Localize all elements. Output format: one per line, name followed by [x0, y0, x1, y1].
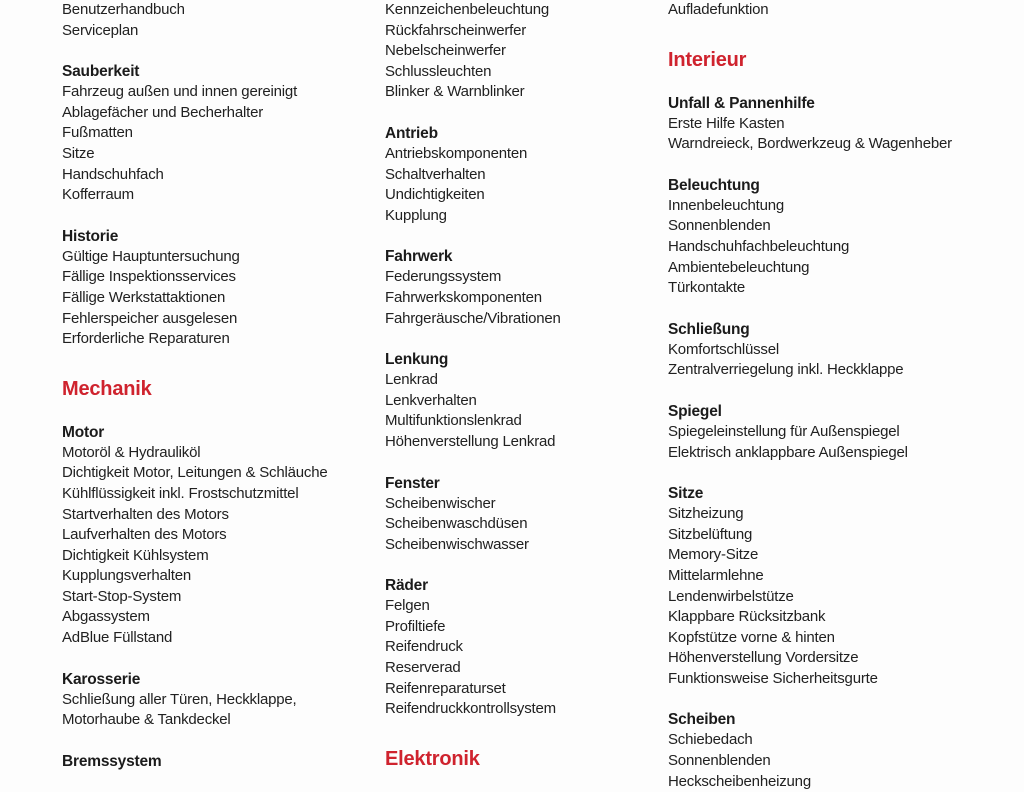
subsection-header: Lenkung: [385, 351, 449, 369]
checklist-item: Spiegeleinstellung für Außenspiegel: [668, 422, 900, 440]
subsection-header: Räder: [385, 577, 428, 595]
subsection-header: Bremssystem: [62, 752, 162, 770]
checklist-item: Reifendruck: [385, 638, 463, 656]
checklist-item: Sitzbelüftung: [668, 525, 753, 543]
category-header: Elektronik: [385, 747, 480, 770]
checklist-item: Abgassystem: [62, 608, 150, 626]
checklist-item: Innenbeleuchtung: [668, 196, 785, 214]
checklist-item: Memory-Sitze: [668, 546, 759, 564]
checklist-item: Ablagefächer und Becherhalter: [62, 103, 264, 121]
checklist-item: Ambientebeleuchtung: [668, 258, 810, 276]
column-left: [62, 0, 372, 772]
checklist-item: Felgen: [385, 597, 430, 615]
checklist-item: Funktionsweise Sicherheitsgurte: [668, 669, 878, 687]
subsection-header: Scheiben: [668, 711, 736, 729]
subsection-header: Fahrwerk: [385, 248, 453, 266]
subsection-header: Historie: [62, 227, 119, 245]
checklist-item: Höhenverstellung Vordersitze: [668, 649, 859, 667]
checklist-item: Dichtigkeit Kühlsystem: [62, 546, 209, 564]
checklist-item: Höhenverstellung Lenkrad: [385, 432, 556, 450]
subsection-header: Spiegel: [668, 402, 722, 420]
checklist-item: Heckscheibenheizung: [668, 772, 811, 790]
checklist-item: Reifenreparaturset: [385, 679, 506, 697]
subsection-header: Sauberkeit: [62, 63, 140, 81]
checklist-item: Fehlerspeicher ausgelesen: [62, 309, 238, 327]
checklist-item: Klappbare Rücksitzbank: [668, 608, 826, 626]
checklist-item: Erforderliche Reparaturen: [62, 330, 230, 348]
checklist-item: Fahrzeug außen und innen gereinigt: [62, 83, 298, 101]
subsection-header: Sitze: [668, 485, 704, 503]
checklist-item: Fahrgeräusche/Vibrationen: [385, 309, 561, 327]
checklist-item: Fällige Werkstattaktionen: [62, 288, 226, 306]
checklist-item: Scheibenwischer: [385, 494, 496, 512]
checklist-item: Reserverad: [385, 659, 461, 677]
checklist-item: Federungssystem: [385, 268, 502, 286]
checklist-item: Warndreieck, Bordwerkzeug & Wagenheber: [668, 135, 952, 153]
checklist-item: Lenkrad: [385, 371, 438, 389]
checklist-item: Sitze: [62, 144, 95, 162]
checklist-item: Startverhalten des Motors: [62, 505, 229, 523]
subsection-header: Beleuchtung: [668, 176, 760, 194]
checklist-item: Lendenwirbelstütze: [668, 587, 794, 605]
checklist-item: Fahrwerkskomponenten: [385, 288, 542, 306]
checklist-item: Multifunktionslenkrad: [385, 412, 522, 430]
checklist-item: Schaltverhalten: [385, 165, 486, 183]
checklist-item: Blinker & Warnblinker: [385, 83, 525, 101]
checklist-item: Kupplung: [385, 206, 447, 224]
category-header: Mechanik: [62, 377, 152, 400]
checklist-item: Rückfahrscheinwerfer: [385, 21, 527, 39]
checklist-item: Zentralverriegelung inkl. Heckklappe: [668, 361, 904, 379]
checklist-item: Aufladefunktion: [668, 1, 769, 18]
checklist-item: Motoröl & Hydrauliköl: [62, 443, 201, 461]
subsection-header: Karosserie: [62, 670, 141, 688]
checklist-item: Kennzeichenbeleuchtung: [385, 1, 550, 18]
checklist-item: Nebelscheinwerfer: [385, 42, 506, 60]
checklist-item: Profiltiefe: [385, 617, 446, 635]
checklist-item: Schiebedach: [668, 731, 753, 749]
checklist-item: Schließung aller Türen, Heckklappe,: [62, 690, 297, 708]
checklist-item: Reifendruckkontrollsystem: [385, 700, 556, 718]
checklist-item: Scheibenwischwasser: [385, 535, 529, 553]
subsection-header: Unfall & Pannenhilfe: [668, 94, 815, 112]
subsection-header: Antrieb: [385, 124, 438, 142]
column-middle: [385, 0, 670, 784]
checklist-item: Gültige Hauptuntersuchung: [62, 247, 240, 265]
subsection-header: Fenster: [385, 474, 440, 492]
checklist-item: Kopfstütze vorne & hinten: [668, 628, 835, 646]
category-header: Interieur: [668, 48, 747, 71]
subsection-header: Schließung: [668, 320, 750, 338]
checklist-item: Mittelarmlehne: [668, 566, 764, 584]
checklist-item: AdBlue Füllstand: [62, 629, 173, 647]
checklist-item: Schlussleuchten: [385, 62, 492, 80]
checklist-item: Elektrisch anklappbare Außenspiegel: [668, 443, 908, 461]
checklist-item: Fußmatten: [62, 124, 133, 142]
checklist-item: Handschuhfach: [62, 165, 164, 183]
column-right: [668, 0, 983, 792]
subsection-header: Motor: [62, 423, 105, 441]
checklist-item: Lenkverhalten: [385, 391, 477, 409]
checklist-item: Komfortschlüssel: [668, 340, 780, 358]
checklist-item: Handschuhfachbeleuchtung: [668, 237, 850, 255]
checklist-item: Start-Stop-System: [62, 587, 182, 605]
checklist-item: Kühlflüssigkeit inkl. Frostschutzmittel: [62, 484, 299, 502]
checklist-item: Sitzheizung: [668, 505, 744, 523]
checklist-item: Benutzerhandbuch: [62, 1, 185, 18]
checklist-item: Laufverhalten des Motors: [62, 526, 227, 544]
checklist-item: Dichtigkeit Motor, Leitungen & Schläuche: [62, 464, 328, 482]
checklist-item: Kofferraum: [62, 186, 134, 204]
checklist-item: Sonnenblenden: [668, 217, 771, 235]
checklist-item: Serviceplan: [62, 21, 139, 39]
checklist-item: Motorhaube & Tankdeckel: [62, 711, 231, 729]
checklist-item: Sonnenblenden: [668, 752, 771, 770]
checklist-item: Antriebskomponenten: [385, 144, 528, 162]
checklist-item: Undichtigkeiten: [385, 186, 485, 204]
checklist-item: Kupplungsverhalten: [62, 567, 191, 585]
checklist-item: Erste Hilfe Kasten: [668, 114, 785, 132]
checklist-item: Türkontakte: [668, 279, 746, 297]
checklist-item: Scheibenwaschdüsen: [385, 515, 528, 533]
checklist-item: Fällige Inspektionsservices: [62, 268, 236, 286]
